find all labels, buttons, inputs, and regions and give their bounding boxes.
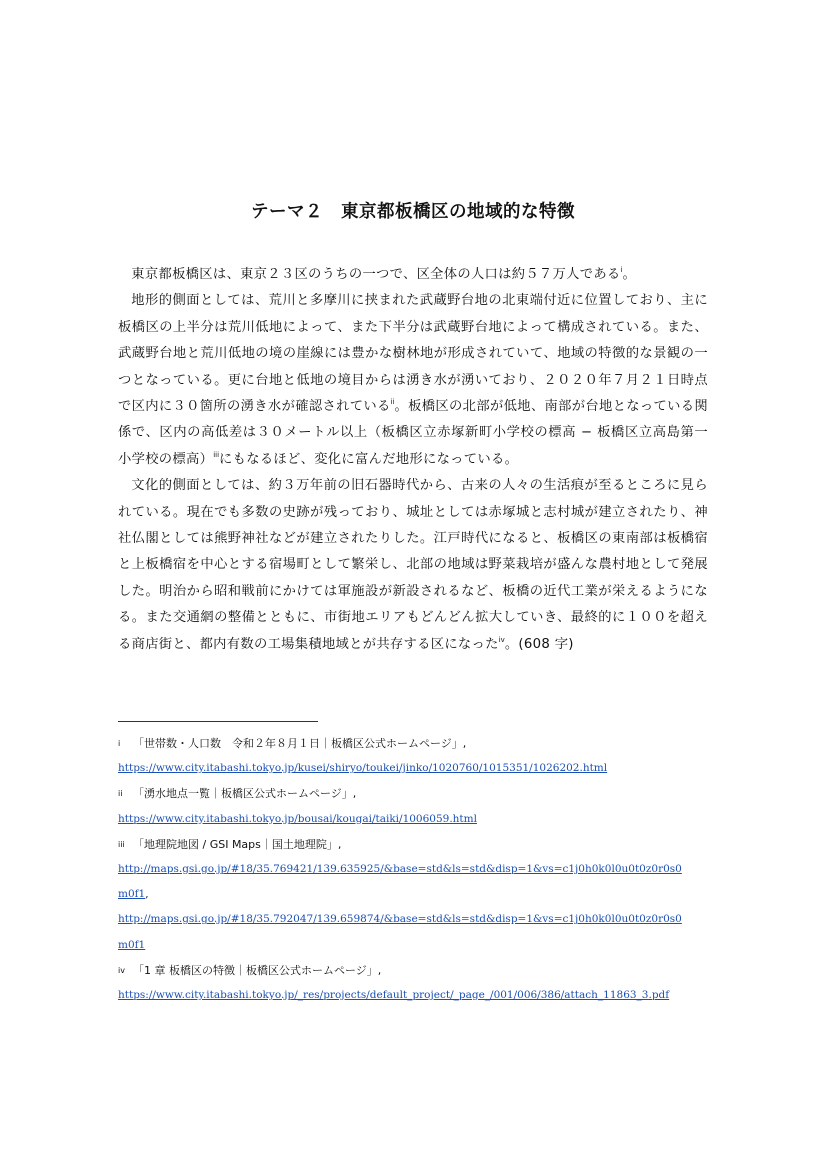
- footnote-link[interactable]: https://www.city.itabashi.tokyo.jp/kusei/shiryo/toukei/jinko/1020760/1015351/1026202.html: [118, 762, 608, 775]
- body-text: [118, 262, 708, 658]
- footnote-separator: ,: [145, 888, 149, 901]
- paragraph-text: 文化的側面としては、約３万年前の旧石器時代から、古来の人々の生活痕が至るところに見られている。現在でも多数の史跡が残っており、城址としては赤塚城と志村城が建立されたり、神社仏閣としては熊野神社などが建立されたりした。江戸時代になると、板橋区の東南部は板橋宿と上板橋宿を中心とする宿場町として繁栄し、北部の地域は野菜栽培が盛んな農村地として発展した。明治から昭和戦前にかけては軍施設が新設されるなど、板橋の近代工業が栄えるようになる。また交通網の整備とともに、市街地エリアもどんどん拡大していき、最終的に１００を超える商店街と、都内有数の工場集積地域とが共存する区になった: [118, 478, 708, 652]
- footnote-link[interactable]: http://maps.gsi.go.jp/#18/35.769421/139.635925/&base=std&ls=std&disp=1&vs=c1j0h0k0l0u0t0z0r0s0: [118, 863, 682, 876]
- footnote-ref[interactable]: iv: [498, 635, 505, 644]
- paragraph-population: [118, 262, 708, 288]
- footnote-text: 「湧水地点一覧｜板橋区公式ホームページ」,: [133, 787, 357, 801]
- paragraph-text: 。板橋区の北部が低地、南部が台地となっている関係で、区内の高低差は３０メートル以上（板橋区立赤塚新町小学校の標高 − 板橋区立高島第一小学校の標高）: [118, 399, 708, 467]
- footnote-link[interactable]: http://maps.gsi.go.jp/#18/35.792047/139.659874/&base=std&ls=std&disp=1&vs=c1j0h0k0l0u0t0z0r0s0: [118, 913, 682, 926]
- footnote-link[interactable]: https://www.city.itabashi.tokyo.jp/bousai/kougai/taiki/1006059.html: [118, 812, 477, 825]
- paragraph-text: 。: [622, 267, 637, 282]
- paragraph-topography: [118, 288, 708, 473]
- footnote-link[interactable]: https://www.city.itabashi.tokyo.jp/_res/projects/default_project/_page_/001/006/386/attach_11863_3.pdf: [118, 989, 670, 1002]
- paragraph-text: 東京都板橋区は、東京２３区のうちの一つで、区全体の人口は約５７万人である: [131, 267, 621, 282]
- footnote-mark: i: [118, 739, 121, 748]
- footnote-mark: ii: [118, 789, 123, 799]
- paragraph-culture: [118, 473, 708, 658]
- footnote-link-continuation[interactable]: m0f1: [118, 888, 146, 901]
- paragraph-text: 地形的側面としては、荒川と多摩川に挟まれた武蔵野台地の北東端付近に位置しており、主に板橋区の上半分は荒川低地によって、また下半分は武蔵野台地によって構成されている。また、武蔵野台地と荒川低地の境の崖線には豊かな樹林地が形成されていて、地域の特徴的な景観の一つとなっている。更に台地と低地の境目からは湧き水が湧いており、２０２０年７月２１日時点で区内に３０箇所の湧き水が確認されている: [118, 293, 708, 415]
- footnote-iv: [118, 958, 718, 983]
- footnote-text: 「地理院地図 / GSI Maps｜国土地理院」,: [133, 837, 342, 851]
- footnote-ref[interactable]: iii: [213, 450, 220, 459]
- footnote-mark: iv: [118, 965, 125, 975]
- paragraph-text: にもなるほど、変化に富んだ地形になっている。: [219, 451, 519, 467]
- footnote-ref[interactable]: ii: [390, 398, 395, 407]
- footnote-ii: [118, 781, 718, 806]
- footnotes: [118, 731, 718, 1008]
- footnote-i: [118, 731, 718, 756]
- footnote-text: 「1 章 板橋区の特徴｜板橋区公式ホームページ」,: [133, 963, 382, 977]
- footnote-mark: iii: [118, 839, 125, 849]
- page-title: テーマ２ 東京都板橋区の地域的な特徴: [251, 202, 575, 222]
- footnote-text: 「世帯数・人口数 令和２年８月１日｜板橋区公式ホームページ」,: [133, 737, 467, 750]
- paragraph-text: 。(608 字): [504, 636, 574, 652]
- footnote-divider: [118, 721, 318, 722]
- footnote-ref[interactable]: i: [620, 266, 623, 274]
- footnote-link-continuation[interactable]: m0f1: [118, 938, 146, 951]
- footnote-iii: [118, 832, 718, 857]
